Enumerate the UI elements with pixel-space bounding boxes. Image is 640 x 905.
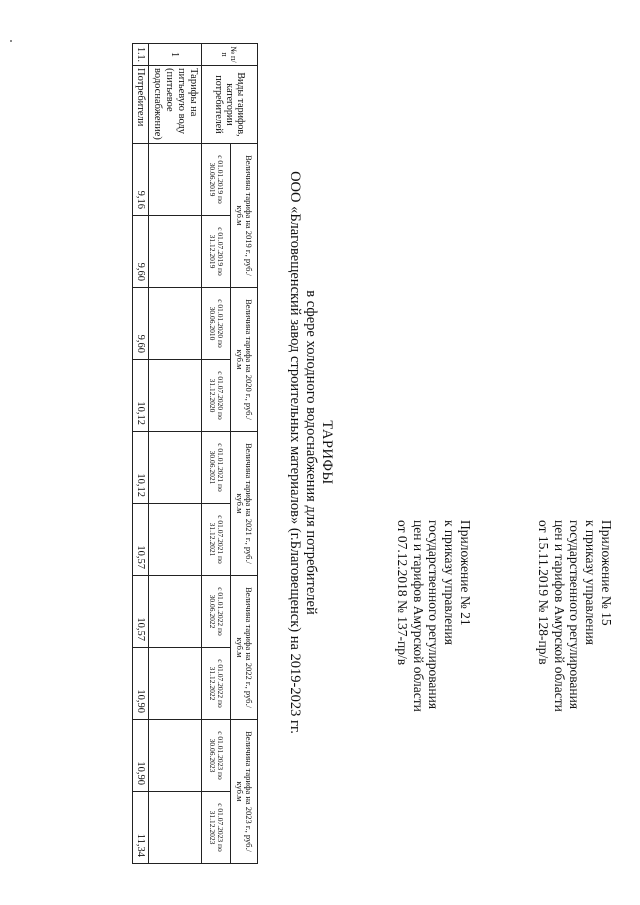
period-header: с 01.01.2021 по 30.06.2021 [202, 432, 231, 504]
tariff-value: 10,90 [133, 648, 149, 720]
tariff-value: 9,16 [133, 144, 149, 216]
tariff-table [132, 43, 258, 864]
tariff-value: 9,60 [133, 288, 149, 360]
table-cell [149, 216, 202, 288]
tariff-value: 10,57 [133, 504, 149, 576]
table-cell [149, 144, 202, 216]
table-cell [149, 792, 202, 864]
period-header: с 01.07.2020 по 31.12.2020 [202, 360, 231, 432]
table-cell [149, 504, 202, 576]
year-header: Величина тарифа на 2021 г., руб./куб.м [231, 432, 258, 576]
tariff-kind-column-header: Виды тарифов, категории потребителей [202, 66, 258, 144]
appendix-15-line: цен и тарифов Амурской области [551, 520, 567, 712]
appendix-15-line: государственного регулирования [567, 520, 583, 710]
table-cell [149, 648, 202, 720]
scan-speck [10, 40, 12, 42]
year-header: Величина тарифа на 2023 г., руб./куб.м [231, 720, 258, 864]
document-subtitle: в сфере холодного водоснабжения для потребителей [303, 290, 319, 615]
appendix-15-line: от 15.11.2019 № 128-пр/в [535, 520, 551, 665]
table-period-row [202, 44, 231, 864]
year-header: Величина тарифа на 2019 г., руб./куб.м [231, 144, 258, 288]
tariff-value: 9,60 [133, 216, 149, 288]
tariff-value: 11,34 [133, 792, 149, 864]
row-number: 1.1. [133, 44, 149, 66]
period-header: с 01.07.2023 по 31.12.2023 [202, 792, 231, 864]
tariff-value: 10,90 [133, 720, 149, 792]
row-label: Тарифы на питьевую воду (питьевое водоснабжение) [149, 66, 202, 144]
row-number: 1 [149, 44, 202, 66]
tariff-value: 10,12 [133, 432, 149, 504]
period-header: с 01.01.2023 по 30.06.2023 [202, 720, 231, 792]
tariff-value: 10,12 [133, 360, 149, 432]
row-label: Потребители [133, 66, 149, 144]
appendix-21-block [394, 520, 473, 760]
period-header: с 01.07.2019 по 31.12.2019 [202, 216, 231, 288]
appendix-21-line: от 07.12.2018 № 137-пр/в [394, 520, 410, 666]
table-row [133, 44, 149, 864]
period-header: с 01.07.2022 по 31.12.2022 [202, 648, 231, 720]
table-cell [149, 288, 202, 360]
year-header: Величина тарифа на 2020 г., руб./куб.м [231, 288, 258, 432]
tariff-value: 10,57 [133, 576, 149, 648]
appendix-21-line: государственного регулирования [426, 520, 442, 710]
period-header: с 01.01.2020 по 30.06.2010 [202, 288, 231, 360]
period-header: с 01.07.2021 по 31.12.2021 [202, 504, 231, 576]
appendix-21-line: Приложение № 21 [458, 520, 473, 626]
period-header: с 01.01.2019 по 30.06.2019 [202, 144, 231, 216]
appendix-15-line: к приказу управления [583, 520, 599, 645]
table-cell [149, 720, 202, 792]
table-row [149, 44, 202, 864]
table-cell [149, 360, 202, 432]
appendix-15-line: Приложение № 15 [599, 520, 614, 626]
table-cell [149, 576, 202, 648]
year-header: Величина тарифа на 2022 г., руб./куб.м [231, 576, 258, 720]
table-header-row [231, 44, 258, 864]
table-cell [149, 432, 202, 504]
appendix-21-line: к приказу управления [442, 520, 458, 645]
appendix-15-block [535, 520, 614, 760]
period-header: с 01.01.2022 по 30.06.2022 [202, 576, 231, 648]
appendix-21-line: цен и тарифов Амурской области [410, 520, 426, 712]
number-column-header: № п/п [202, 44, 258, 66]
document-title: ТАРИФЫ [319, 420, 335, 485]
document-subtitle-company: ООО «Благовещенский завод строительных материалов» (г.Благовещенск) на 2019-2023 гг. [287, 171, 303, 734]
